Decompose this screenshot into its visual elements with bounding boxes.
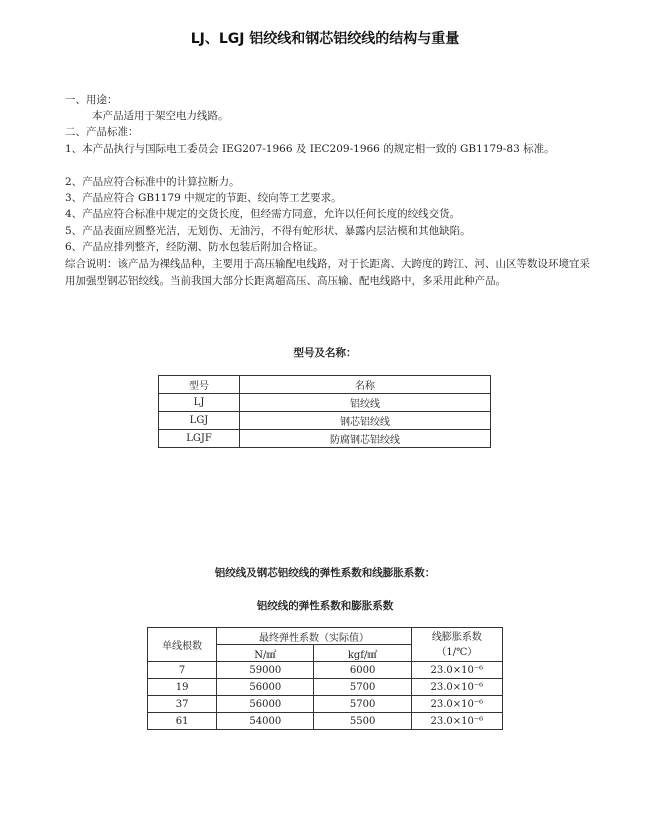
- expansion-cell: 23.0×10⁻⁶: [411, 713, 502, 730]
- strands-cell: 19: [148, 679, 217, 696]
- summary-paragraph: 综合说明：该产品为裸线品种，主要用于高压输配电线路，对于长距离、大跨度的跨江、河、山区等数设环境宜采用加强型钢芯铝绞线。当前我国大部分长距离超高压、高压输、配电线路中，多采用此种产品。: [65, 258, 590, 287]
- name-cell: 防腐钢芯铝绞线: [240, 430, 491, 448]
- standard-item-4: 4、产品应符合标准中规定的交货长度，但经需方同意，允许以任何长度的绞线交货。: [65, 208, 461, 220]
- n-cell: 56000: [217, 696, 314, 713]
- strands-cell: 37: [148, 696, 217, 713]
- name-cell: 铝绞线: [240, 394, 491, 412]
- model-table-heading: 型号及名称：: [293, 347, 357, 359]
- unit-kgf-header: kgf/㎟: [314, 645, 411, 662]
- table-header-row: [159, 376, 491, 394]
- table-row: [159, 394, 491, 412]
- n-cell: 56000: [217, 679, 314, 696]
- standard-item-1: 1、本产品执行与国际电工委员会 IEG207-1966 及 IEC209-1966 的规定相一致的 GB1179-83 标准。: [65, 143, 555, 155]
- expansion-label: 线膨胀系数: [431, 631, 482, 643]
- n-cell: 59000: [217, 662, 314, 679]
- use-heading: 一、用途：: [65, 94, 118, 106]
- column-header-name: 名称: [240, 376, 491, 394]
- expansion-unit: （1/℃）: [436, 646, 478, 658]
- column-header-strands: 单线根数: [148, 628, 217, 662]
- table-row: [159, 412, 491, 430]
- expansion-cell: 23.0×10⁻⁶: [411, 679, 502, 696]
- table-header-row: [148, 628, 503, 645]
- unit-n-header: N/㎟: [217, 645, 314, 662]
- expansion-cell: 23.0×10⁻⁶: [411, 662, 502, 679]
- model-cell: LGJF: [159, 430, 240, 448]
- column-header-modulus: 最终弹性系数（实际值）: [217, 628, 412, 645]
- column-header-expansion: [411, 628, 502, 662]
- kgf-cell: 5700: [314, 696, 411, 713]
- standard-item-5: 5、产品表面应圆整光洁，无划伤、无油污，不得有蛇形状、暴露内层沾模和其他缺陷。: [65, 225, 471, 237]
- model-cell: LGJ: [159, 412, 240, 430]
- strands-cell: 7: [148, 662, 217, 679]
- table-row: [148, 679, 503, 696]
- table-row: [148, 696, 503, 713]
- page-title: LJ、LGJ 铝绞线和钢芯铝绞线的结构与重量: [190, 31, 460, 47]
- coef-subheading: 铝绞线的弹性系数和膨胀系数: [256, 600, 394, 612]
- standard-item-2: 2、产品应符合标准中的计算拉断力。: [65, 176, 240, 188]
- model-cell: LJ: [159, 394, 240, 412]
- name-cell: 钢芯铝绞线: [240, 412, 491, 430]
- column-header-model: 型号: [159, 376, 240, 394]
- standard-heading: 二、产品标准：: [65, 126, 139, 138]
- kgf-cell: 5700: [314, 679, 411, 696]
- coef-heading: 铝绞线及钢芯铝绞线的弹性系数和线膨胀系数：: [214, 567, 436, 579]
- use-text: 本产品适用于架空电力线路。: [92, 110, 229, 122]
- standard-item-3: 3、产品应符合 GB1179 中规定的节距、绞向等工艺要求。: [65, 192, 342, 204]
- standard-item-6: 6、产品应排列整齐，经防潮、防水包装后附加合格证。: [65, 241, 324, 253]
- expansion-cell: 23.0×10⁻⁶: [411, 696, 502, 713]
- table-row: [148, 713, 503, 730]
- table-row: [148, 662, 503, 679]
- strands-cell: 61: [148, 713, 217, 730]
- coefficient-table: [147, 627, 503, 730]
- model-table: [158, 375, 491, 448]
- table-row: [159, 430, 491, 448]
- kgf-cell: 6000: [314, 662, 411, 679]
- n-cell: 54000: [217, 713, 314, 730]
- kgf-cell: 5500: [314, 713, 411, 730]
